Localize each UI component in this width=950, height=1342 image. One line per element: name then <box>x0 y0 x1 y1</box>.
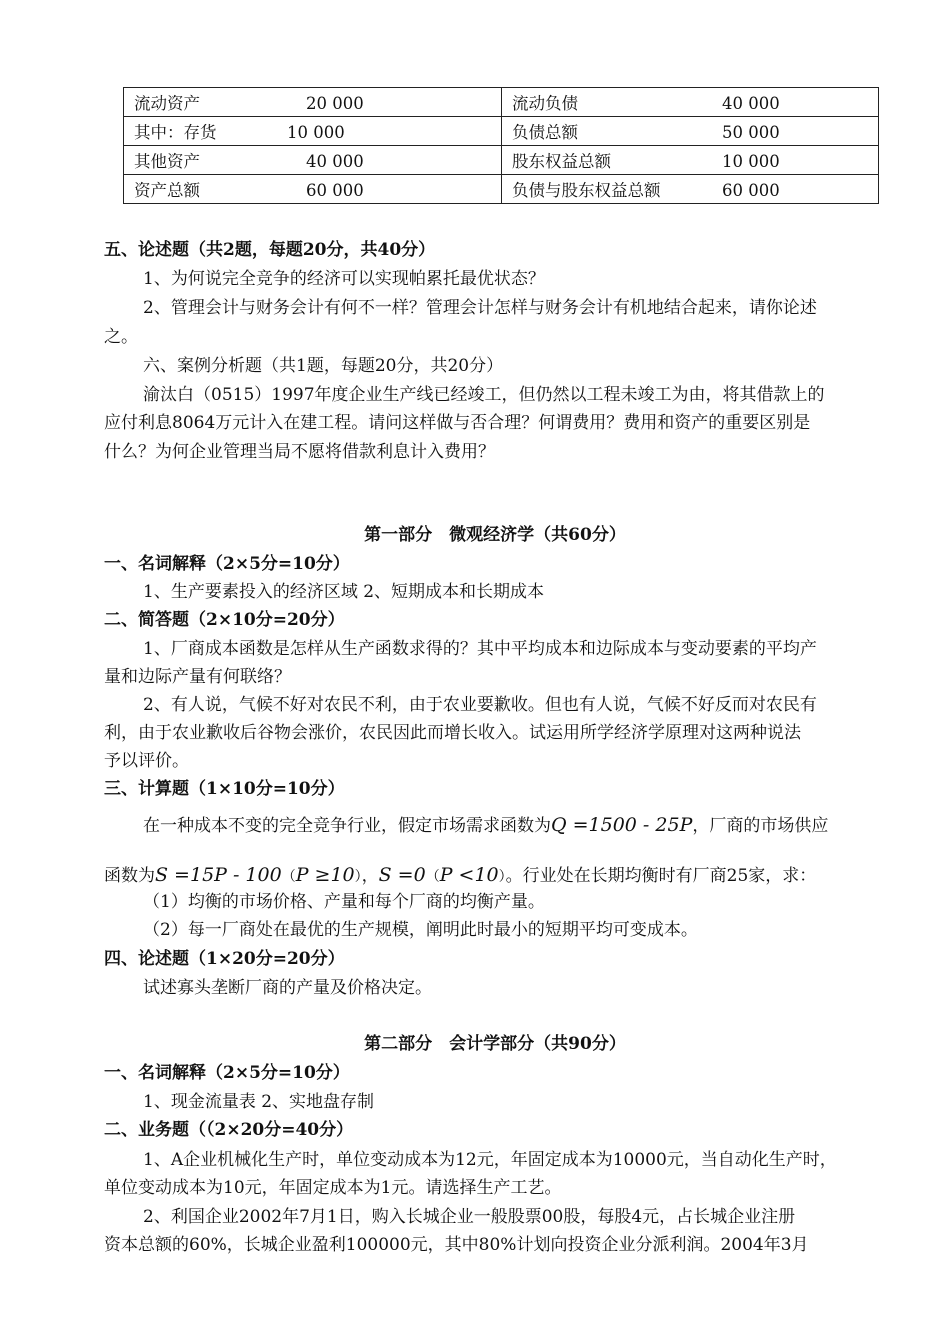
supply-equation-zero: S =0 <box>378 864 426 886</box>
table-cell-value: 60 000 <box>306 181 364 200</box>
supply-condition: P ≥10 <box>295 864 355 886</box>
table-cell-value: 40 000 <box>306 152 364 171</box>
question-text-part: ，厂商的市场供应 <box>692 816 829 836</box>
paren-close: ） <box>498 869 506 885</box>
table-cell-label: 资产总额 <box>134 181 200 200</box>
question-text: 1、A企业机械化生产时，单位变动成本为12元，年固定成本为10000元，当自动化生产时， <box>143 1150 837 1170</box>
question-text: 单位变动成本为10元，年固定成本为1元。请选择生产工艺。 <box>104 1178 562 1198</box>
table-cell-label: 流动资产 <box>134 94 200 113</box>
question-text: 予以评价。 <box>104 751 189 771</box>
table-cell-value: 50 000 <box>722 123 780 142</box>
question-text: （1）均衡的市场价格、产量和每个厂商的均衡产量。 <box>143 892 545 912</box>
table-cell-label: 负债与股东权益总额 <box>512 181 661 200</box>
table-cell-value: 60 000 <box>722 181 780 200</box>
section-heading: 二、简答题（2×10分=20分） <box>104 610 345 630</box>
question-text: 1、厂商成本函数是怎样从生产函数求得的？其中平均成本和边际成本与变动要素的平均产 <box>143 639 817 659</box>
question-text: （2）每一厂商处在最优的生产规模，阐明此时最小的短期平均可变成本。 <box>143 920 698 940</box>
table-cell-label: 流动负债 <box>512 94 578 113</box>
question-text: 2、管理会计与财务会计有何不一样？管理会计怎样与财务会计有机地结合起来，请你论述 <box>143 298 817 318</box>
question-text: 试述寡头垄断厂商的产量及价格决定。 <box>143 978 432 998</box>
question-text: 1、为何说完全竞争的经济可以实现帕累托最优状态？ <box>143 269 545 289</box>
table-cell-label: 其他资产 <box>134 152 200 171</box>
section-heading: 六、案例分析题（共1题，每题20分，共20分） <box>143 356 504 376</box>
paren-close: ） <box>354 869 362 885</box>
table-cell-label: 股东权益总额 <box>512 152 611 171</box>
question-text-part: 函数为 <box>104 866 155 886</box>
table-cell-value: 20 000 <box>306 94 364 113</box>
question-text <box>143 814 828 837</box>
question-text: 1、现金流量表 2、实地盘存制 <box>143 1092 375 1112</box>
supply-equation: S =15P - 100 <box>155 864 282 886</box>
question-text: 量和边际产量有何联络？ <box>104 667 291 687</box>
question-text-part: 。行业处在长期均衡时有厂商25家，求： <box>505 866 817 886</box>
table-cell-label: 其中：存货 <box>134 123 217 142</box>
balance-sheet-table <box>123 87 879 204</box>
question-text: 利，由于农业歉收后谷物会涨价，农民因此而增长收入。试运用所学经济学原理对这两种说法 <box>104 723 801 743</box>
section-heading: 五、论述题（共2题，每题20分，共40分） <box>104 240 436 260</box>
table-cell-value: 10 000 <box>287 123 345 142</box>
question-text: 2、利国企业2002年7月1日，购入长城企业一般股票00股，每股4元，占长城企业注册 <box>143 1207 796 1227</box>
table-cell-value: 40 000 <box>722 94 780 113</box>
table-cell-value: 10 000 <box>722 152 780 171</box>
part-title: 第一部分 微观经济学（共60分） <box>364 525 626 545</box>
section-heading: 一、名词解释（2×5分=10分） <box>104 1063 350 1083</box>
demand-equation: Q =1500 - 25P <box>551 814 693 836</box>
table-row <box>124 117 879 146</box>
case-text: 应付利息8064万元计入在建工程。请问这样做与否合理？何谓费用？费用和资产的重要区别是 <box>104 413 811 433</box>
paren-open: （ <box>425 869 440 885</box>
comma: ， <box>361 866 379 886</box>
section-heading: 一、名词解释（2×5分=10分） <box>104 554 350 574</box>
question-text: 1、生产要素投入的经济区域 2、短期成本和长期成本 <box>143 582 545 602</box>
section-heading: 二、业务题（（2×20分=40分） <box>104 1120 354 1140</box>
section-heading: 四、论述题（1×20分=20分） <box>104 949 345 969</box>
table-row <box>124 88 879 117</box>
supply-condition: P <10 <box>439 864 499 886</box>
table-row <box>124 146 879 175</box>
paren-open: （ <box>281 869 296 885</box>
case-text: 渝汰白（0515）1997年度企业生产线已经竣工，但仍然以工程未竣工为由，将其借款上的 <box>143 385 825 405</box>
question-text: 2、有人说，气候不好对农民不利，由于农业要歉收。但也有人说，气候不好反而对农民有 <box>143 695 817 715</box>
question-text <box>104 864 816 888</box>
table-cell-label: 负债总额 <box>512 123 578 142</box>
section-heading: 三、计算题（1×10分=10分） <box>104 779 345 799</box>
table-row <box>124 175 879 204</box>
part-title: 第二部分 会计学部分（共90分） <box>364 1034 626 1054</box>
case-text: 什么？为何企业管理当局不愿将借款利息计入费用？ <box>104 442 495 462</box>
question-text: 资本总额的60%，长城企业盈利100000元，其中80%计划向投资企业分派利润。2004年3月 <box>104 1235 809 1255</box>
question-text: 之。 <box>104 327 138 347</box>
question-text-part: 在一种成本不变的完全竞争行业，假定市场需求函数为 <box>143 816 551 836</box>
